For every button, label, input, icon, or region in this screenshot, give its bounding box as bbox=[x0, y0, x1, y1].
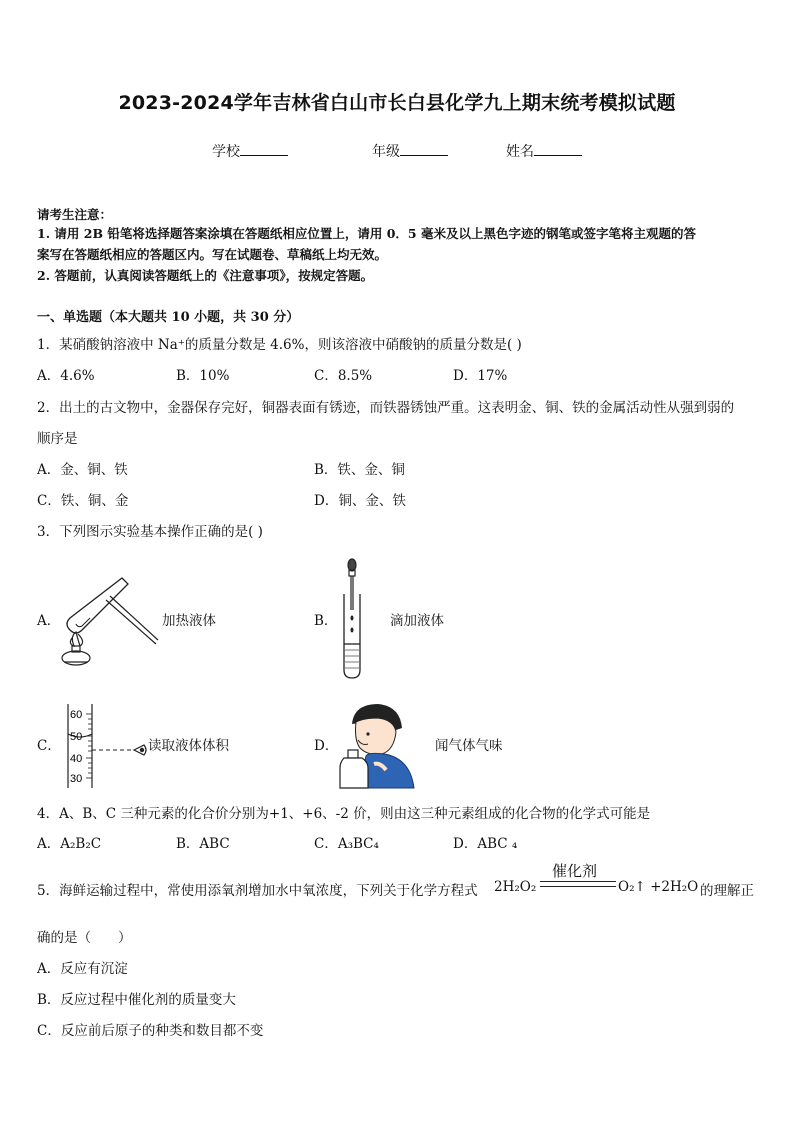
heating-liquid-illustration bbox=[60, 572, 160, 672]
eye-icon bbox=[134, 745, 146, 755]
q3-option-a-text: 加热液体 bbox=[162, 613, 216, 629]
q4-option-d: D．ABC ₄ bbox=[453, 836, 518, 852]
tick-label-30: 30 bbox=[70, 773, 83, 785]
q2-option-c: C．铁、铜、金 bbox=[37, 493, 129, 509]
q4-option-c: C．A₃BC₄ bbox=[314, 836, 379, 852]
q3-option-b-text: 滴加液体 bbox=[390, 613, 444, 629]
q5-catalyst-label: 催化剂 bbox=[552, 862, 598, 880]
q1-option-b: B．10% bbox=[176, 368, 230, 384]
q3-option-d-letter: D． bbox=[314, 738, 339, 754]
alcohol-lamp-icon bbox=[62, 632, 90, 665]
grade-label: 年级 bbox=[372, 144, 400, 160]
test-tube-icon bbox=[67, 578, 128, 633]
grade-field bbox=[372, 141, 448, 161]
q1-option-a: A．4.6% bbox=[37, 368, 95, 384]
q2-option-a: A．金、铜、铁 bbox=[37, 462, 128, 478]
name-field bbox=[506, 141, 582, 161]
q3-stem: 3．下列图示实验基本操作正确的是( ) bbox=[37, 524, 263, 540]
dropper-illustration bbox=[338, 558, 368, 682]
q5-option-b: B．反应过程中催化剂的质量变大 bbox=[37, 992, 236, 1008]
name-blank bbox=[534, 142, 582, 156]
q2-option-d: D．铜、金、铁 bbox=[314, 493, 406, 509]
q4-option-b: B．ABC bbox=[176, 836, 230, 852]
q3-option-b-letter: B． bbox=[314, 613, 338, 629]
tick-label-60: 60 bbox=[70, 709, 83, 721]
page-title: 2023-2024学年吉林省白山市长白县化学九上期末统考模拟试题 bbox=[118, 92, 676, 114]
notice-line-2: 2. 答题前，认真阅读答题纸上的《注意事项》，按规定答题。 bbox=[37, 268, 374, 283]
q3-option-c-letter: C． bbox=[37, 738, 61, 754]
gas-bottle-icon bbox=[340, 750, 368, 788]
grade-blank bbox=[400, 142, 448, 156]
q2-option-b: B．铁、金、铜 bbox=[314, 462, 405, 478]
notice-line-1b: 案写在答题纸相应的答题区内。写在试题卷、草稿纸上均无效。 bbox=[37, 247, 388, 262]
q5-option-c: C．反应前后原子的种类和数目都不变 bbox=[37, 1023, 264, 1039]
tick-label-50: 50 bbox=[70, 731, 83, 743]
q3-option-a-letter: A． bbox=[37, 613, 61, 629]
smelling-gas-illustration bbox=[338, 700, 418, 788]
q5-reaction-sign bbox=[540, 881, 616, 887]
tick-label-40: 40 bbox=[70, 753, 83, 765]
q3-option-c-text: 读取液体体积 bbox=[148, 738, 229, 754]
section-heading: 一、单选题（本大题共 10 小题，共 30 分） bbox=[37, 310, 300, 325]
q5-stem-line-2: 确的是（ ） bbox=[37, 930, 132, 946]
q5-equation-right: O₂↑ +2H₂O bbox=[618, 879, 699, 895]
q1-option-d: D．17% bbox=[453, 368, 508, 384]
school-label: 学校 bbox=[212, 144, 240, 160]
school-blank bbox=[240, 142, 288, 156]
q3-option-d-text: 闻气体气味 bbox=[435, 738, 503, 754]
school-field bbox=[212, 141, 288, 161]
name-label: 姓名 bbox=[506, 144, 534, 160]
q2-stem-line-2: 顺序是 bbox=[37, 431, 78, 447]
droplet-icon bbox=[351, 616, 354, 633]
q1-stem: 1．某硝酸钠溶液中 Na⁺的质量分数是 4.6%，则该溶液中硝酸钠的质量分数是( ) bbox=[37, 337, 522, 353]
q5-equation-left: 2H₂O₂ bbox=[494, 879, 537, 895]
measuring-cylinder-illustration bbox=[60, 704, 152, 788]
q5-stem-b: 的理解正 bbox=[700, 883, 754, 899]
q4-option-a: A．A₂B₂C bbox=[37, 836, 102, 852]
q2-stem-line-1: 2．出土的古文物中，金器保存完好，铜器表面有锈迹，而铁器锈蚀严重。这表明金、铜、铁的金属活动性从强到弱的 bbox=[37, 400, 735, 416]
notice-line-1a: 1. 请用 2B 铅笔将选择题答案涂填在答题纸相应位置上，请用 0．5 毫米及以上黑色字迹的钢笔或签字笔将主观题的答 bbox=[37, 226, 696, 241]
q1-option-c: C．8.5% bbox=[314, 368, 373, 384]
dropper-icon bbox=[348, 559, 356, 610]
q5-option-a: A．反应有沉淀 bbox=[37, 961, 128, 977]
tube-holder-icon bbox=[106, 596, 158, 644]
q5-stem-a: 5．海鲜运输过程中，常使用添氧剂增加水中氧浓度，下列关于化学方程式 bbox=[37, 883, 478, 899]
test-tube-icon bbox=[344, 594, 360, 678]
notice-heading: 请考生注意： bbox=[37, 207, 113, 222]
q4-stem: 4．A、B、C 三种元素的化合价分别为+1、+6、-2 价，则由这三种元素组成的化合物的化学式可能是 bbox=[37, 806, 651, 822]
